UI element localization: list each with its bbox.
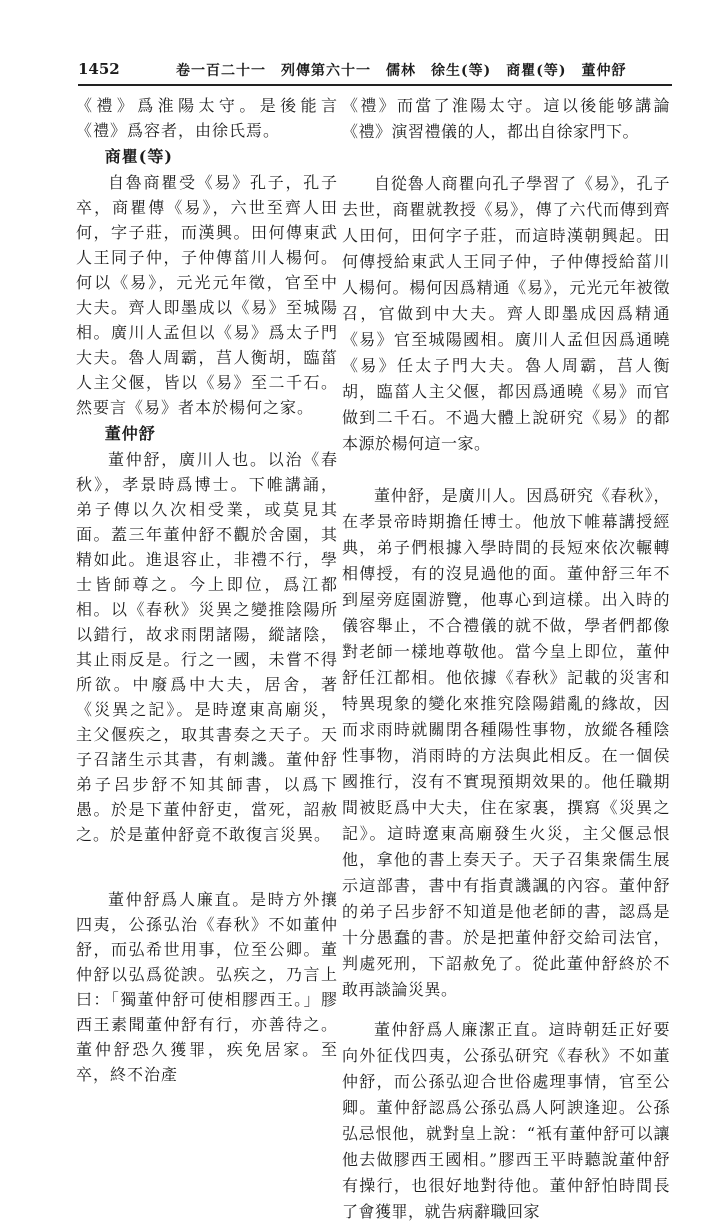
header-rule [78,84,672,86]
section-heading-shang-qu: 商瞿(等) [104,147,173,166]
paragraph-spacer [76,847,338,887]
page-header [78,60,672,80]
paragraph-spacer [342,145,670,171]
original-paragraph-3: 董仲舒，廣川人也。以治《春秋》，孝景時爲博士。下帷講誦，弟子傳以久次相受業，或莫見其面。蓋三年董仲舒不觀於舍園，其精如此。進退容止，非禮不行，學士皆師尊之。今上即位，爲江都相。以《春秋》災異之變推陰陽所以錯行，故求雨閉諸陽，縱諸陰，其止雨反是。行之一國，未嘗不得所欲。中廢爲中大夫，居舍，著《災異之記》。是時遼東高廟災，主父偃疾之，取其書奏之天子。天子召諸生示其書，有刺譏。董仲舒弟子呂步舒不知其師書，以爲下愚。於是下董仲舒吏，當死，詔赦之。於是董仲舒竟不敢復言災異。 [76,450,338,844]
section-heading-dong-zhongshu: 董仲舒 [104,424,156,443]
original-text-column [76,93,338,1087]
translation-paragraph-3: 董仲舒，是廣川人。因爲研究《春秋》，在孝景帝時期擔任博士。他放下帷幕講授經典，弟子們根據入學時間的長短來依次輾轉相傳授，有的沒見過他的面。董仲舒三年不到屋旁庭園游覽，他專心到這樣。出入時的儀容舉止，不合禮儀的就不做，學者們都像對老師一樣地尊敬他。當今皇上即位，董仲舒任江都相。他依據《春秋》記載的災害和特異現象的變化來推究陰陽錯亂的緣故，因而求雨時就關閉各種陽性事物，放縱各種陰性事物，消雨時的方法與此相反。在一個侯國推行，沒有不實現預期效果的。他任職期間被貶爲中大夫，住在家裏，撰寫《災異之記》。這時遼東高廟發生火災，主父偃忌恨他，拿他的書上奏天子。天子召集衆儒生展示這部書，書中有指責譏諷的內容。董仲舒的弟子呂步舒不知道是他老師的書，認爲是十分愚蠢的書。於是把董仲舒交給司法官，判處死刑，下詔赦免了。從此董仲舒終於不敢再談論災異。 [342,486,670,999]
original-paragraph-2: 自魯商瞿受《易》孔子，孔子卒，商瞿傳《易》，六世至齊人田何，字子莊，而漢興。田何傳東武人王同子仲，子仲傳菑川人楊何。何以《易》，元光元年徵，官至中大夫。齊人即墨成以《易》至城陽相。廣川人孟但以《易》爲太子門大夫。魯人周霸，莒人衡胡，臨菑人主父偃，皆以《易》至二千石。然要言《易》者本於楊何之家。 [76,173,338,417]
translation-paragraph-2: 自從魯人商瞿向孔子學習了《易》，孔子去世，商瞿就教授《易》，傳了六代而傳到齊人田何，田何字子莊，而這時漢朝興起。田何傳授給東武人王同子仲，子仲傳授給菑川人楊何。楊何因爲精通《易》，元光元年被徵召，官做到中大夫。齊人即墨成因爲精通《易》官至城陽國相。廣川人孟但因爲通曉《易》任太子門大夫。魯人周霸，莒人衡胡，臨菑人主父偃，都因爲通曉《易》而官做到二千石。不過大體上說研究《易》的都本源於楊何這一家。 [342,174,670,453]
page-number: 1452 [78,60,120,78]
paragraph-spacer [342,457,670,483]
translation-column [342,93,670,1225]
running-head: 卷一百二十一 列傳第六十一 儒林 徐生(等) 商瞿(等) 董仲舒 [176,63,627,79]
original-paragraph-4: 董仲舒爲人廉直。是時方外攘四夷，公孫弘治《春秋》不如董仲舒，而弘希世用事，位至公卿。董仲舒以弘爲從諛。弘疾之，乃言上曰：「獨董仲舒可使相膠西王。」膠西王素聞董仲舒有行，亦善待之。董仲舒恐久獲罪，疾免居家。至卒，終不治產 [76,890,338,1084]
translation-paragraph-4: 董仲舒爲人廉潔正直。這時朝廷正好要向外征伐四夷，公孫弘研究《春秋》不如董仲舒，而公孫弘迎合世俗處理事情，官至公卿。董仲舒認爲公孫弘爲人阿諛逢迎。公孫弘忌恨他，就對皇上說：“衹有董仲舒可以讓他去做膠西王國相。”膠西王平時聽說董仲舒有操行，也很好地對待他。董仲舒怕時間長了會獲罪，就告病辭職回家 [342,1020,670,1221]
translation-paragraph-1: 《禮》而當了淮陽太守。這以後能够講論《禮》演習禮儀的人，都出自徐家門下。 [342,96,670,141]
original-paragraph-1: 《禮》爲淮陽太守。是後能言《禮》爲容者，由徐氏焉。 [76,96,338,140]
paragraph-spacer [342,1003,670,1017]
